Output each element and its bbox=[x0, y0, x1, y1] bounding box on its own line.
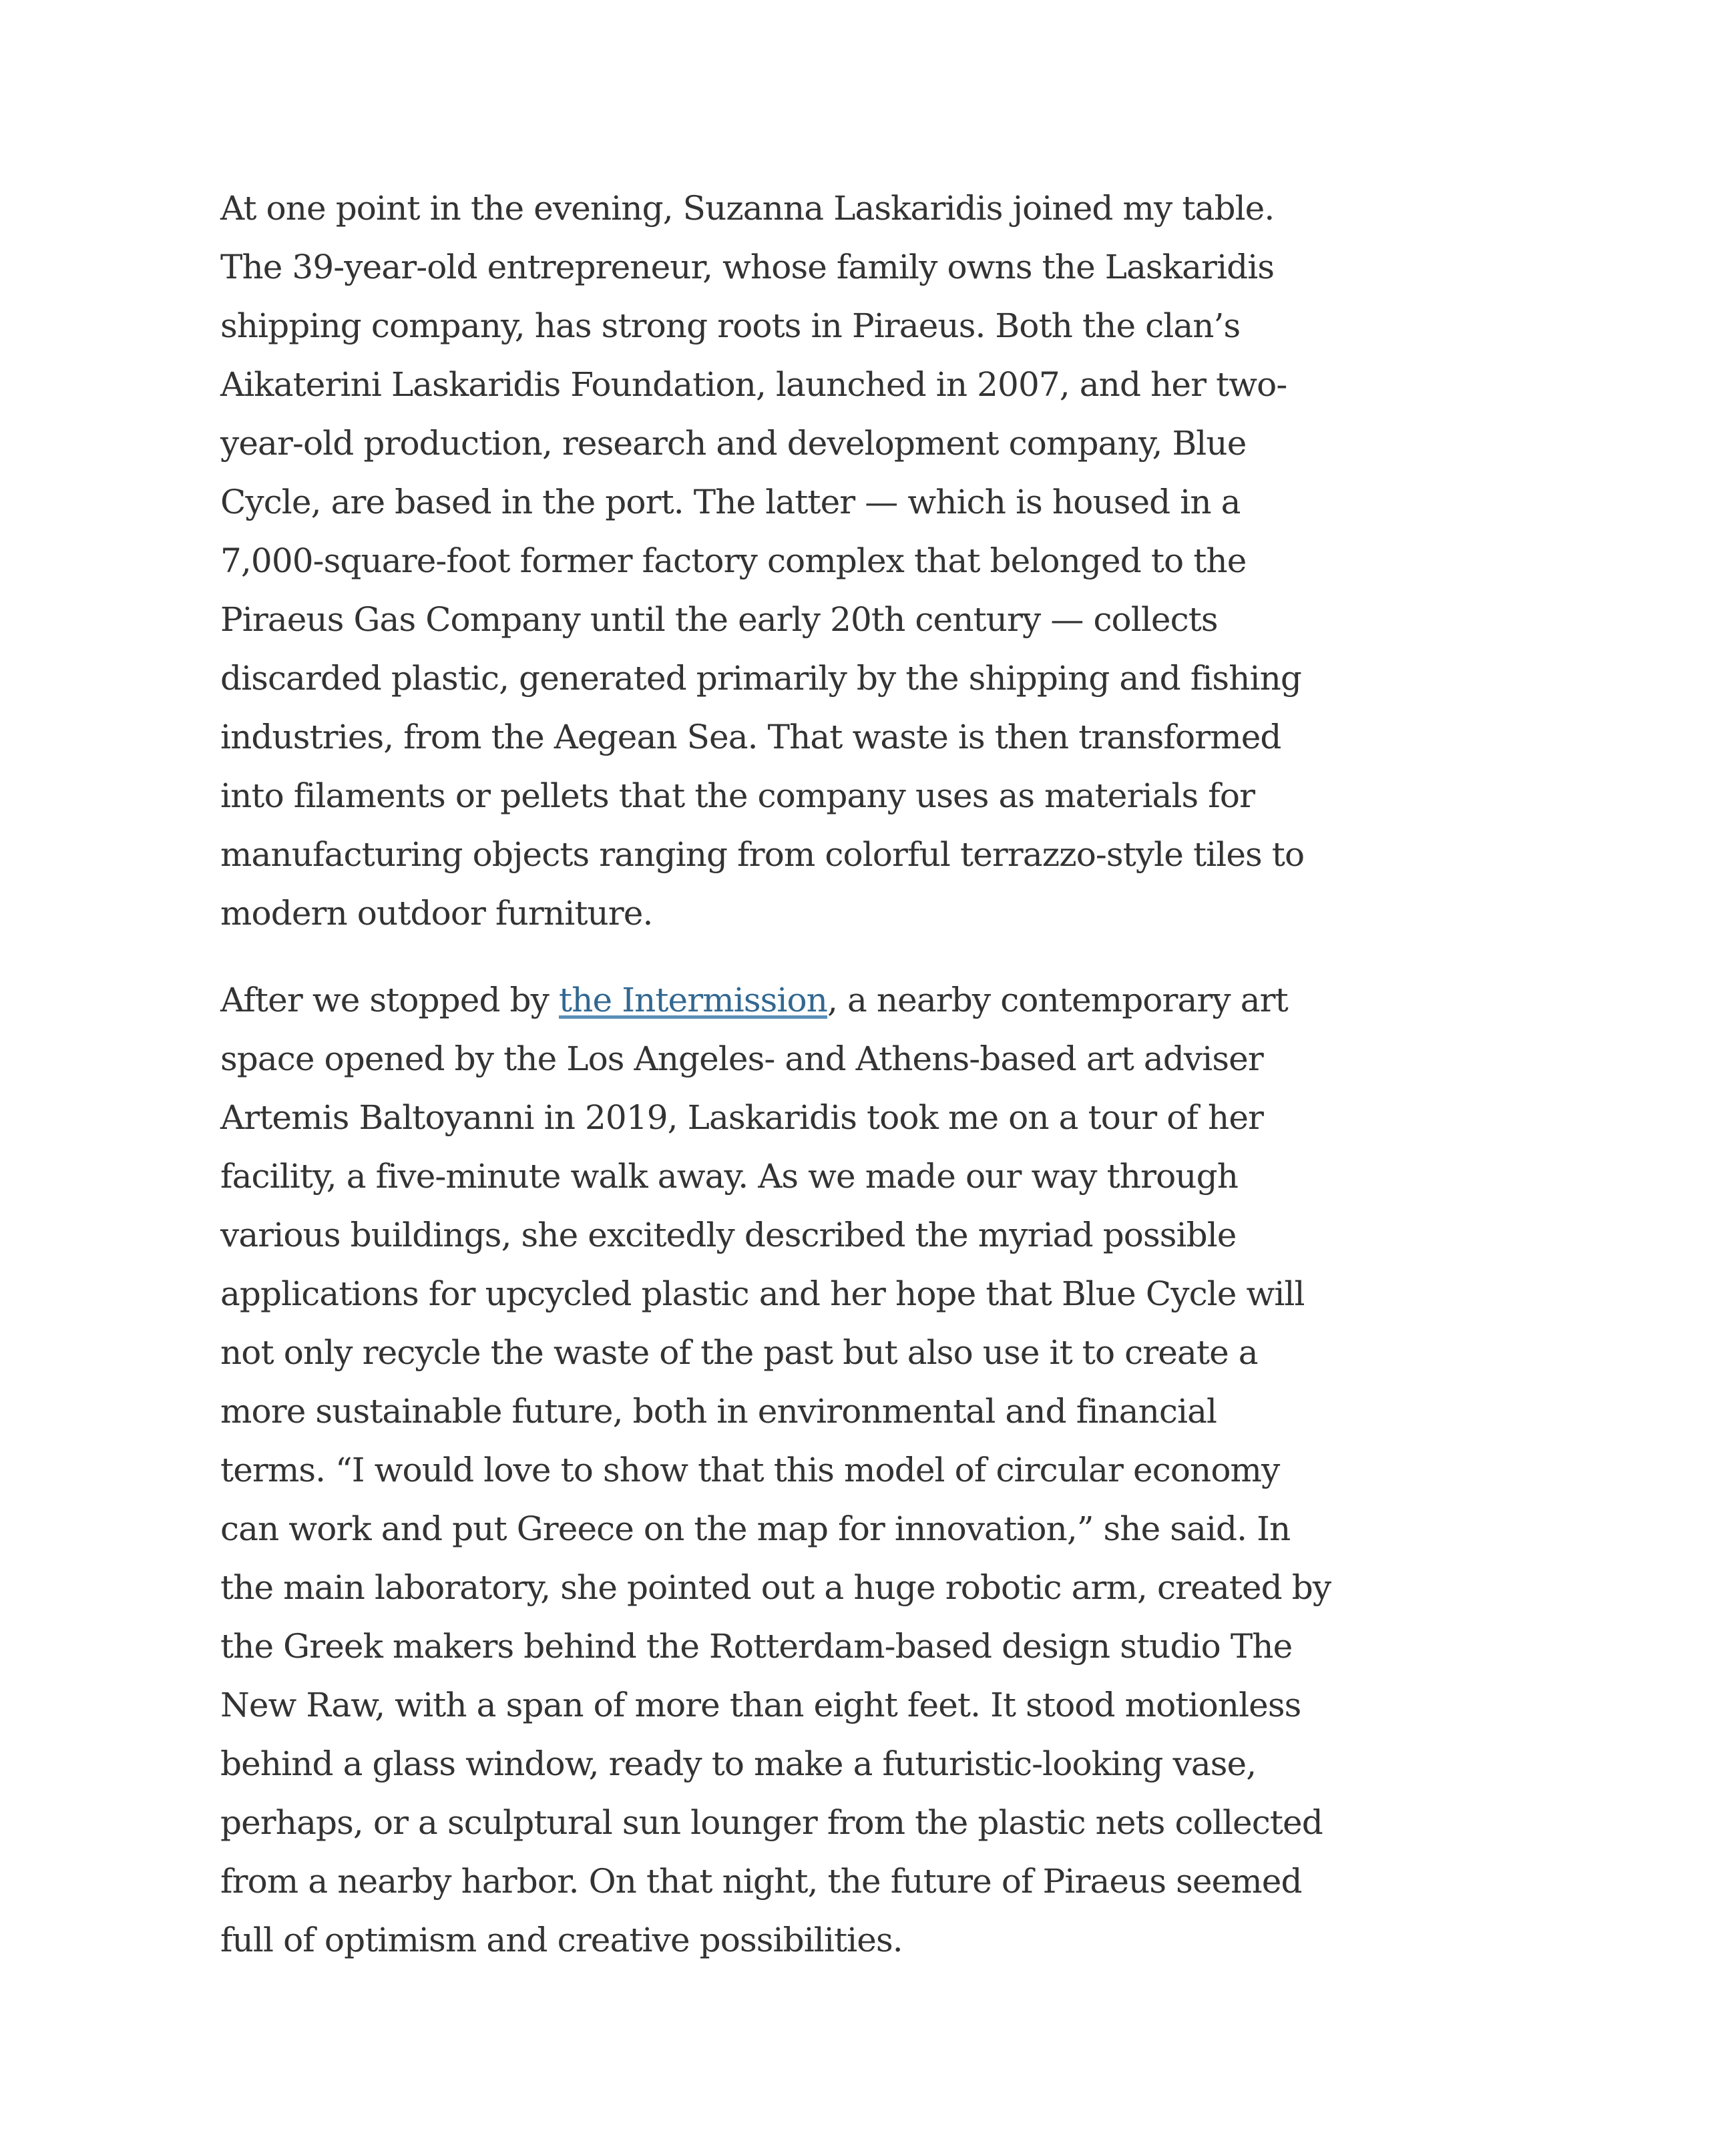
article-body bbox=[220, 179, 1409, 1969]
text-line: behind a glass window, ready to make a futuristic-looking vase, bbox=[220, 1744, 1257, 1783]
text-line: At one point in the evening, Suzanna Laskaridis joined my table. bbox=[220, 189, 1275, 228]
text-line: applications for upcycled plastic and her hope that Blue Cycle will bbox=[220, 1274, 1305, 1313]
text-line: discarded plastic, generated primarily by the shipping and fishing bbox=[220, 659, 1301, 698]
text-line: shipping company, has strong roots in Piraeus. Both the clan’s bbox=[220, 306, 1241, 345]
text-line: the main laboratory, she pointed out a huge robotic arm, created by bbox=[220, 1568, 1331, 1607]
text-line: Cycle, are based in the port. The latter — which is housed in a bbox=[220, 483, 1241, 521]
text-line: perhaps, or a sculptural sun lounger from the plastic nets collected bbox=[220, 1803, 1323, 1842]
text-line: Piraeus Gas Company until the early 20th century — collects bbox=[220, 600, 1218, 639]
text-line: more sustainable future, both in environmental and financial bbox=[220, 1392, 1217, 1431]
text-line: 7,000-square-foot former factory complex that belonged to the bbox=[220, 541, 1247, 580]
text-line: Artemis Baltoyanni in 2019, Laskaridis took me on a tour of her bbox=[220, 1098, 1264, 1137]
text-line: modern outdoor furniture. bbox=[220, 894, 653, 933]
text-line: The 39-year-old entrepreneur, whose family owns the Laskaridis bbox=[220, 248, 1275, 286]
text-line: Aikaterini Laskaridis Foundation, launched in 2007, and her two- bbox=[220, 365, 1287, 404]
text-line: industries, from the Aegean Sea. That waste is then transformed bbox=[220, 718, 1281, 756]
text-segment: , a nearby contemporary art bbox=[827, 981, 1288, 1019]
text-segment: After we stopped by bbox=[220, 981, 560, 1019]
text-line: New Raw, with a span of more than eight feet. It stood motionless bbox=[220, 1686, 1301, 1724]
text-line: space opened by the Los Angeles- and Athens-based art adviser bbox=[220, 1039, 1263, 1078]
text-line: terms. “I would love to show that this model of circular economy bbox=[220, 1451, 1280, 1489]
intermission-link[interactable]: the Intermission bbox=[559, 981, 827, 1019]
text-line: full of optimism and creative possibilities. bbox=[220, 1921, 903, 1959]
text-line: manufacturing objects ranging from colorful terrazzo-style tiles to bbox=[220, 835, 1305, 874]
text-line: facility, a five-minute walk away. As we made our way through bbox=[220, 1157, 1239, 1196]
text-line: the Greek makers behind the Rotterdam-based design studio The bbox=[220, 1627, 1293, 1666]
text-line: can work and put Greece on the map for innovation,” she said. In bbox=[220, 1509, 1291, 1548]
text-line: from a nearby harbor. On that night, the future of Piraeus seemed bbox=[220, 1862, 1302, 1901]
text-line: into filaments or pellets that the company uses as materials for bbox=[220, 776, 1255, 815]
text-line: various buildings, she excitedly described the myriad possible bbox=[220, 1216, 1237, 1254]
paragraph-1 bbox=[220, 179, 1409, 943]
text-line: year-old production, research and development company, Blue bbox=[220, 424, 1247, 463]
paragraph-2 bbox=[220, 971, 1409, 1969]
text-line: not only recycle the waste of the past but also use it to create a bbox=[220, 1333, 1258, 1372]
text-line bbox=[220, 971, 1409, 1029]
